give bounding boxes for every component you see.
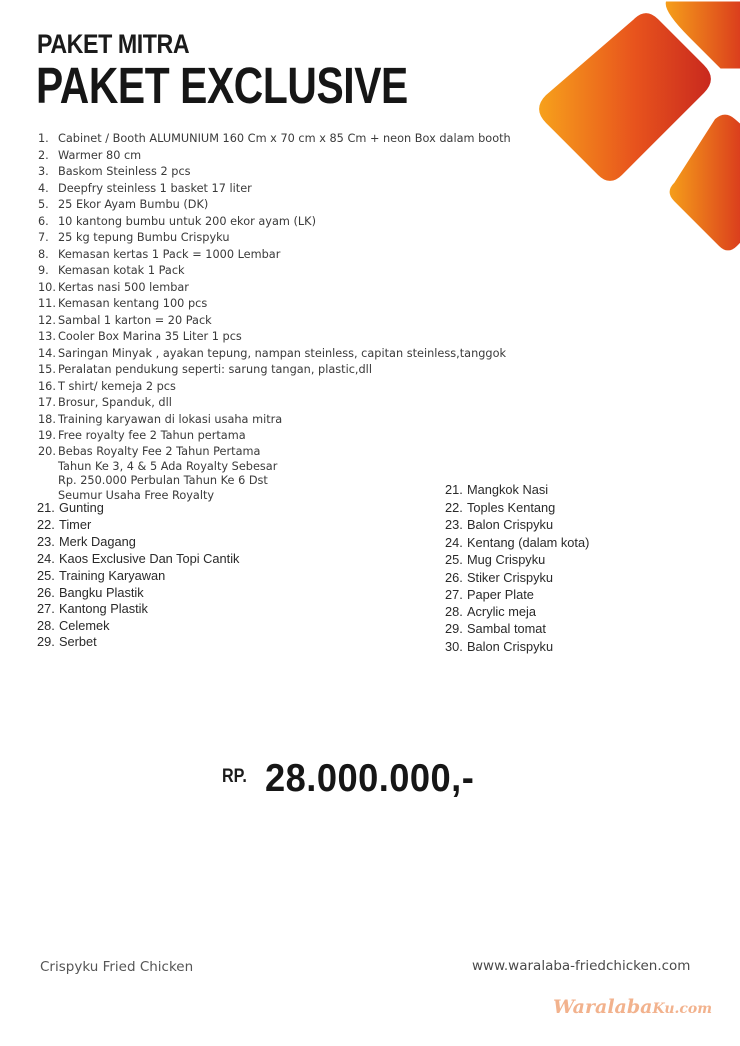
price-amount: 28.000.000,- [265,757,475,800]
item-text: Free royalty fee 2 Tahun pertama [58,429,246,442]
item-text: Brosur, Spanduk, dll [58,396,172,409]
footer-brand: Crispyku Fried Chicken [40,959,194,975]
item-number: 29. [445,621,463,636]
watermark-main: Waralaba [553,996,653,1018]
item-text: Balon Crispyku [467,517,554,532]
item-number: 21. [37,500,55,515]
item-number: 30. [445,639,463,654]
item-number: 7. [38,231,49,244]
item-text: Paper Plate [467,587,534,602]
item-number: 23. [445,517,463,532]
item-number: 21. [445,482,463,497]
item-number: 4. [38,181,49,195]
item-number: 27. [37,601,55,616]
item-number: 25. [37,568,55,583]
item-number: 6. [38,214,49,228]
item-text: Serbet [59,634,97,649]
item-text: Balon Crispyku [467,639,554,654]
item-number: 8. [38,247,49,261]
item-text: Deepfry steinless 1 basket 17 liter [58,181,252,195]
item-number: 28. [37,618,55,633]
item-text: Kentang (dalam kota) [467,535,590,550]
item-number: 27. [445,587,463,602]
item-text: Celemek [59,618,110,633]
item-text: 10 kantong bumbu untuk 200 ekor ayam (LK) [58,214,316,228]
item-number: 26. [445,570,463,585]
item-text: 25 kg tepung Bumbu Crispyku [58,231,230,244]
item-number: 10. [38,280,56,294]
item-number: 15. [38,363,56,376]
item-number: 13. [38,330,56,343]
item-text: Acrylic meja [467,604,536,619]
item-number: 23. [37,534,55,549]
item-number: 3. [38,165,49,178]
item-number: 12. [38,313,56,327]
item-text: Kemasan kertas 1 Pack = 1000 Lembar [58,247,281,261]
footer-website: www.waralaba-friedchicken.com [472,958,691,974]
item-number: 11. [38,297,56,310]
item-number: 9. [38,264,49,277]
item-number: 2. [38,148,49,162]
item-text: Kertas nasi 500 lembar [58,280,189,294]
item-number: 22. [37,517,55,532]
item-number: 26. [37,585,55,600]
item-text: Mug Crispyku [467,552,546,567]
item-number: 5. [38,198,49,211]
item-text: Warmer 80 cm [58,148,142,162]
item-text: Saringan Minyak , ayakan tepung, nampan steinless, capitan steinless,tanggok [58,346,507,360]
item-text: 25 Ekor Ayam Bumbu (DK) [58,198,209,211]
item-text: Mangkok Nasi [467,482,549,497]
item-number: 24. [37,551,55,566]
item-number: 14. [38,346,56,360]
item-number: 16. [38,379,56,393]
item-text: Kemasan kotak 1 Pack [58,264,185,277]
watermark-logo [553,996,712,1018]
item-number: 17. [38,396,56,409]
item-text: Kantong Plastik [59,601,148,616]
item-number: 28. [445,604,463,619]
item-number: 19. [38,429,56,442]
item-number: 25. [445,552,463,567]
header-subtitle: PAKET MITRA [37,29,190,59]
item-text: Cooler Box Marina 35 Liter 1 pcs [58,330,242,343]
item-text: Sambal 1 karton = 20 Pack [58,313,212,327]
item-text: T shirt/ kemeja 2 pcs [58,379,176,393]
item-text: Stiker Crispyku [467,570,554,585]
item-text: Sambal tomat [467,621,546,636]
item-number: 24. [445,535,463,550]
item-text: Toples Kentang [467,500,556,515]
item-number: 1. [38,132,49,145]
item-text: Baskom Steinless 2 pcs [58,165,191,178]
page-title: PAKET EXCLUSIVE [36,57,408,114]
item-text: Timer [59,517,92,532]
item-text: Gunting [59,500,104,515]
item-text: Merk Dagang [59,534,136,549]
watermark-suffix: Ku.com [652,1001,713,1017]
item-text: Cabinet / Booth ALUMUNIUM 160 Cm x 70 cm x 85 Cm + neon Box dalam booth [58,132,511,145]
item-text: Kemasan kentang 100 pcs [58,297,208,310]
item-number: 29. [37,634,55,649]
item-text: Training Karyawan [59,568,166,583]
item-text: Bebas Royalty Fee 2 Tahun Pertama Tahun Ke 3, 4 & 5 Ada Royalty Sebesar Rp. 250.000 Perbulan Tahun Ke 6 Dst Seumur Usaha Free Royalty [58,445,278,502]
price-currency: RP. [222,766,247,787]
item-number: 20. [38,445,56,458]
item-number: 22. [445,500,463,515]
item-text: Peralatan pendukung seperti: sarung tangan, plastic,dll [58,363,372,376]
item-text: Bangku Plastik [59,585,144,600]
item-text: Kaos Exclusive Dan Topi Cantik [59,551,240,566]
item-number: 18. [38,412,56,426]
item-text: Training karyawan di lokasi usaha mitra [58,412,283,426]
